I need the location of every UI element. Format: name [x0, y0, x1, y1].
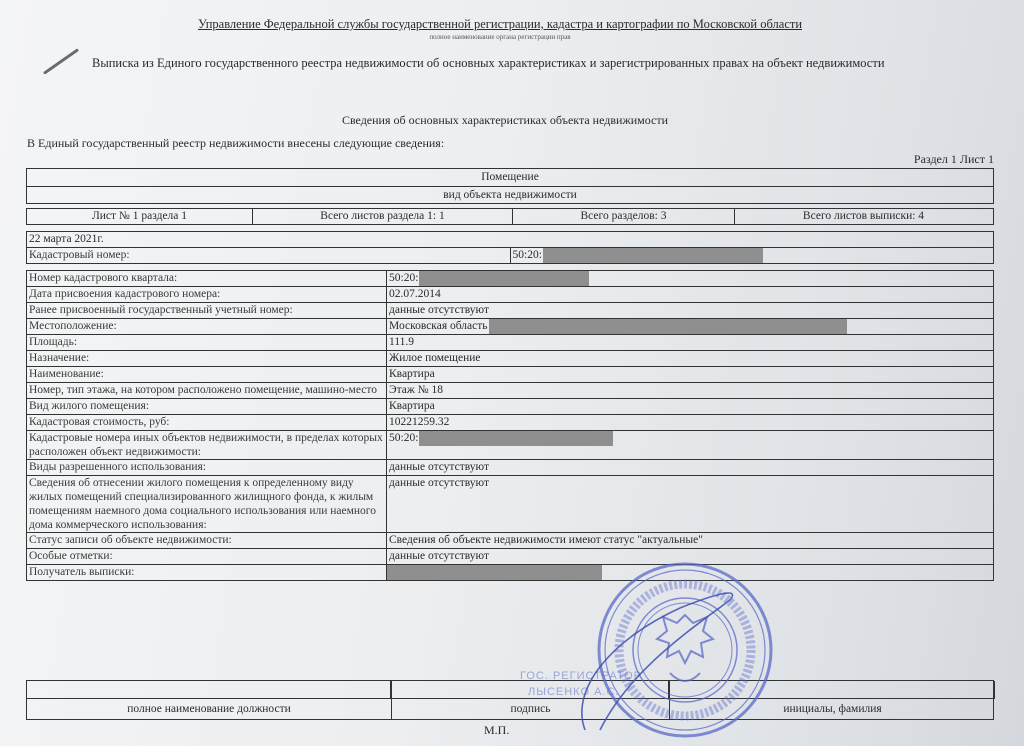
cadastral-number-label: Кадастровый номер: — [27, 248, 511, 264]
row-value: Квартира — [387, 399, 994, 415]
table-row — [27, 476, 994, 533]
signature-block — [26, 680, 994, 720]
name-caption: инициалы, фамилия — [670, 698, 995, 719]
characteristics-table — [26, 270, 994, 581]
row-label: Получатель выписки: — [27, 565, 387, 581]
row-value: данные отсутствуют — [387, 460, 994, 476]
table-row — [27, 367, 994, 383]
row-label: Статус записи об объекте недвижимости: — [27, 533, 387, 549]
table-row — [27, 303, 994, 319]
row-label: Номер, тип этажа, на котором расположено помещение, машино-место — [27, 383, 387, 399]
table-row — [27, 549, 994, 565]
sheet-number: Лист № 1 раздела 1 — [27, 209, 253, 224]
date-cadastral-table — [26, 231, 994, 264]
row-value: 10221259.32 — [387, 415, 994, 431]
row-value: 02.07.2014 — [387, 287, 994, 303]
agency-name: Управление Федеральной службы государственной регистрации, кадастра и картографии по Московской области — [197, 17, 803, 31]
redaction-block — [419, 271, 589, 286]
row-label: Виды разрешенного использования: — [27, 460, 387, 476]
intro-text: В Единый государственный реестр недвижимости внесены следующие сведения: — [27, 136, 445, 150]
row-label: Кадастровая стоимость, руб: — [27, 415, 387, 431]
row-label: Назначение: — [27, 351, 387, 367]
table-row — [27, 383, 994, 399]
row-value: 50:20: — [387, 431, 994, 460]
object-type-box — [26, 168, 994, 204]
table-row — [27, 248, 994, 264]
table-row — [27, 533, 994, 549]
row-value — [387, 565, 994, 581]
position-cell — [27, 681, 392, 719]
seal-place-label: М.П. — [484, 723, 510, 737]
agency-caption: полное наименование органа регистрации прав — [429, 33, 571, 41]
registrar-stamp-text: ГОС. РЕГИСТРАТОР ЛЫСЕНКО А.С. — [520, 670, 642, 698]
redaction-block — [489, 319, 847, 334]
row-label: Наименование: — [27, 367, 387, 383]
extract-title: Выписка из Единого государственного реестра недвижимости об основных характеристиках и зарегистрированных правах на объект недвижимости — [92, 56, 885, 70]
table-row — [27, 460, 994, 476]
table-row — [27, 287, 994, 303]
cadastral-number-value: 50:20: — [510, 248, 994, 264]
sheets-total: Всего листов выписки: 4 — [802, 210, 925, 222]
row-value: данные отсутствуют — [387, 476, 994, 533]
row-value: данные отсутствуют — [387, 549, 994, 565]
row-value: Жилое помещение — [387, 351, 994, 367]
section-title: Сведения об основных характеристиках объекта недвижимости — [341, 113, 669, 127]
sheet-info-row — [26, 208, 994, 225]
signature-cell — [392, 681, 670, 719]
row-label: Дата присвоения кадастрового номера: — [27, 287, 387, 303]
date-row — [27, 232, 994, 248]
row-label: Вид жилого помещения: — [27, 399, 387, 415]
row-label: Особые отметки: — [27, 549, 387, 565]
row-value: Квартира — [387, 367, 994, 383]
table-row — [27, 271, 994, 287]
table-row — [27, 351, 994, 367]
object-type-value: Помещение — [481, 171, 539, 183]
redaction-block — [419, 431, 613, 446]
row-value: данные отсутствуют — [387, 303, 994, 319]
row-label: Номер кадастрового квартала: — [27, 271, 387, 287]
signature-caption: подпись — [392, 698, 669, 719]
row-value: Московская область — [387, 319, 994, 335]
row-value: 111.9 — [387, 335, 994, 351]
row-label: Сведения об отнесении жилого помещения к определенному виду жилых помещений специализированного жилищного фонда, к жилым помещениям наемного дома социального использования или наемного дома коммерческого использования: — [27, 476, 387, 533]
pen-mark-icon — [43, 48, 79, 75]
table-row — [27, 431, 994, 460]
table-row — [27, 415, 994, 431]
position-caption: полное наименование должности — [27, 698, 391, 719]
row-label: Ранее присвоенный государственный учетный номер: — [27, 303, 387, 319]
row-label: Кадастровые номера иных объектов недвижимости, в пределах которых расположен объект недвижимости: — [27, 431, 387, 460]
row-label: Местоположение: — [27, 319, 387, 335]
table-row — [27, 399, 994, 415]
sheets-in-section: Всего листов раздела 1: 1 — [253, 209, 513, 224]
redaction-block — [543, 248, 763, 263]
row-value: Этаж № 18 — [387, 383, 994, 399]
redaction-block — [387, 565, 602, 580]
extract-date: 22 марта 2021г. — [27, 232, 994, 248]
name-cell — [670, 681, 995, 719]
row-value: Сведения об объекте недвижимости имеют статус "актуальные" — [387, 533, 994, 549]
sections-total: Всего разделов: 3 — [513, 209, 735, 224]
row-value: 50:20: — [387, 271, 994, 287]
table-row — [27, 565, 994, 581]
row-label: Площадь: — [27, 335, 387, 351]
table-row — [27, 335, 994, 351]
object-type-caption: вид объекта недвижимости — [27, 186, 993, 204]
section-sheet-label: Раздел 1 Лист 1 — [913, 152, 994, 166]
table-row — [27, 319, 994, 335]
